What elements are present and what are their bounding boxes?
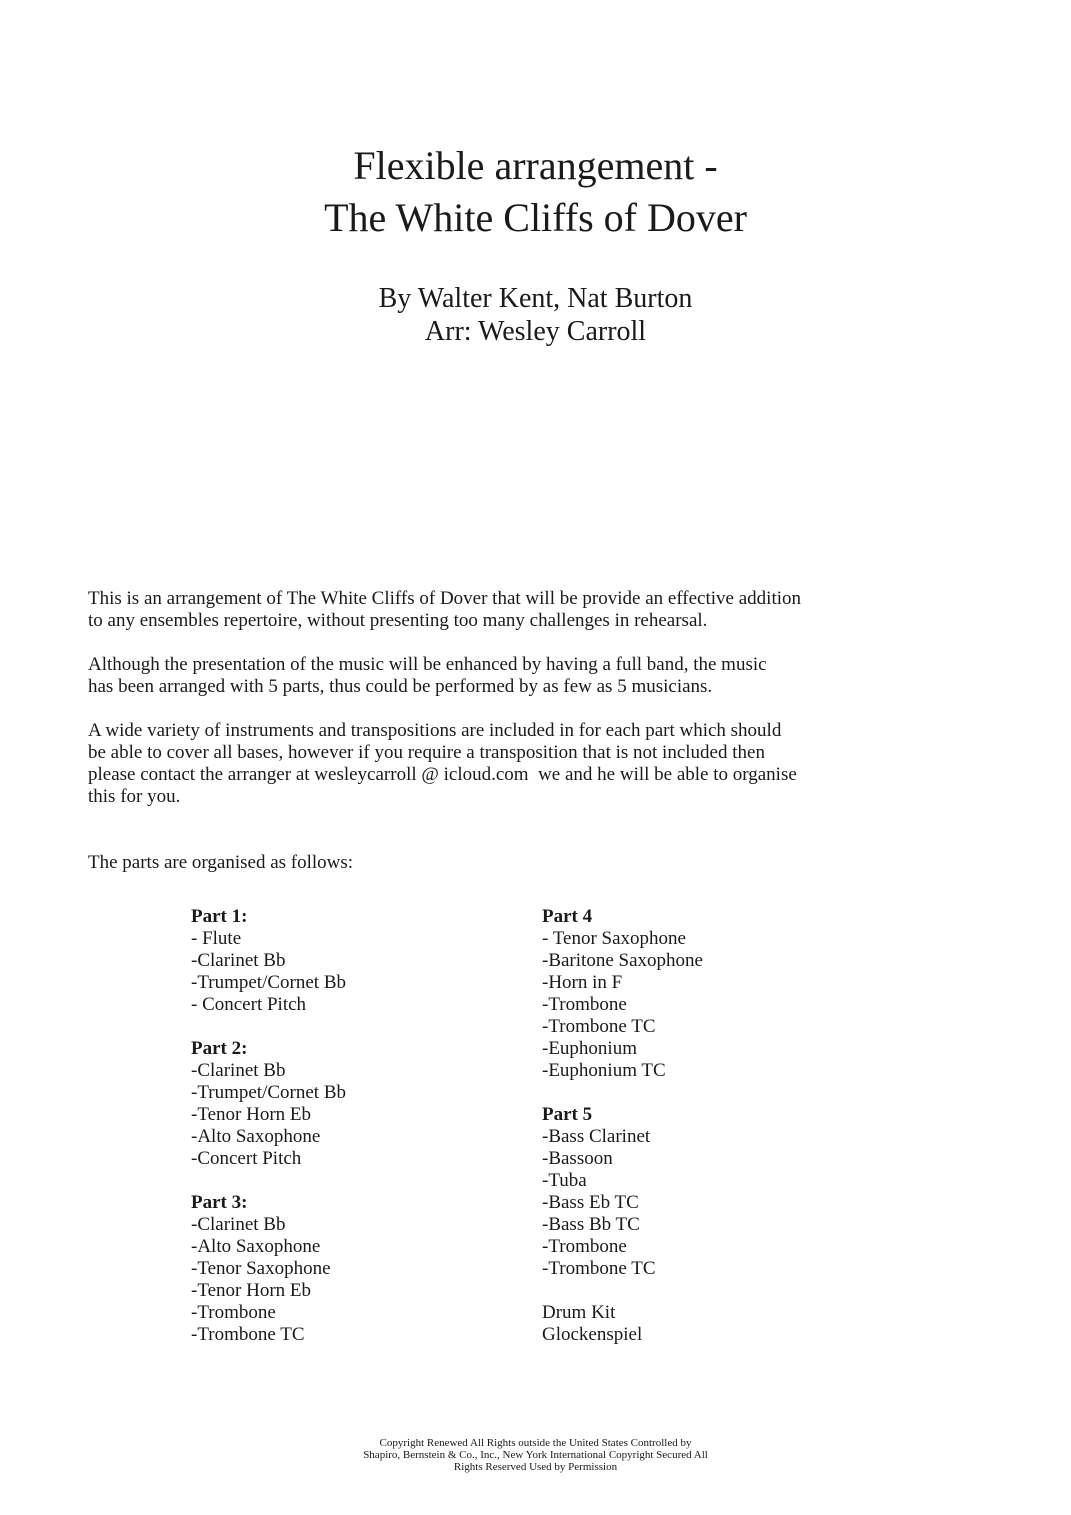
intro-paragraph-3 [88, 720, 928, 808]
extra-instrument: Drum Kit [542, 1302, 616, 1323]
intro-p1-line-2: to any ensembles repertoire, without presenting too many challenges in rehearsal. [88, 610, 708, 631]
part-2-item: -Trumpet/Cornet Bb [191, 1082, 346, 1103]
part-5-heading: Part 5 [542, 1104, 593, 1125]
part-1-heading: Part 1: [191, 906, 248, 927]
part-1-item: -Clarinet Bb [191, 950, 286, 971]
extras-group [542, 1302, 703, 1346]
part-1-group [191, 906, 346, 1016]
part-4-item: - Tenor Saxophone [542, 928, 686, 949]
part-4-item: -Trombone TC [542, 1016, 656, 1037]
credits [0, 282, 1071, 348]
part-2-item: -Tenor Horn Eb [191, 1104, 312, 1125]
part-4-item: -Euphonium [542, 1038, 637, 1059]
part-4-group [542, 906, 703, 1082]
part-3-group [191, 1192, 346, 1346]
composers: By Walter Kent, Nat Burton [378, 283, 693, 314]
title-line-1: Flexible arrangement - [353, 143, 718, 188]
intro-p1-line-1: This is an arrangement of The White Cliffs of Dover that will be provide an effective addition [88, 588, 802, 609]
title-line-2: The White Cliffs of Dover [324, 195, 747, 240]
part-5-item: -Trombone [542, 1236, 627, 1257]
part-5-item: -Bass Bb TC [542, 1214, 640, 1235]
part-4-item: -Baritone Saxophone [542, 950, 703, 971]
intro-p3-line-4: this for you. [88, 786, 181, 807]
parts-lead: The parts are organised as follows: [88, 852, 354, 873]
part-2-item: -Clarinet Bb [191, 1060, 286, 1081]
part-3-item: -Clarinet Bb [191, 1214, 286, 1235]
part-5-item: -Trombone TC [542, 1258, 656, 1279]
intro-p3-line-3: please contact the arranger at wesleycarroll @ icloud.com we and he will be able to organise [88, 764, 797, 785]
part-3-heading: Part 3: [191, 1192, 248, 1213]
part-1-item: - Flute [191, 928, 242, 949]
part-3-item: -Trombone TC [191, 1324, 305, 1345]
part-5-item: -Tuba [542, 1170, 587, 1191]
part-2-item: -Alto Saxophone [191, 1126, 321, 1147]
parts-column-right [542, 906, 703, 1368]
part-3-item: -Alto Saxophone [191, 1236, 321, 1257]
part-1-item: -Trumpet/Cornet Bb [191, 972, 346, 993]
intro-p2-line-2: has been arranged with 5 parts, thus could be performed by as few as 5 musicians. [88, 676, 713, 697]
copyright-notice [0, 1437, 1071, 1473]
part-2-item: -Concert Pitch [191, 1148, 302, 1169]
part-1-item: - Concert Pitch [191, 994, 307, 1015]
parts-column-left [191, 906, 346, 1368]
part-5-item: -Bassoon [542, 1148, 613, 1169]
copyright-line-1: Copyright Renewed All Rights outside the United States Controlled by [379, 1437, 692, 1449]
part-2-heading: Part 2: [191, 1038, 248, 1059]
intro-p3-line-2: be able to cover all bases, however if you require a transposition that is not included then [88, 742, 765, 763]
intro-p3-line-1: A wide variety of instruments and transpositions are included in for each part which should [88, 720, 782, 741]
intro-paragraph-2 [88, 654, 928, 698]
copyright-line-2: Shapiro, Bernstein & Co., Inc., New York International Copyright Secured All [363, 1449, 708, 1461]
part-5-item: -Bass Eb TC [542, 1192, 639, 1213]
part-4-item: -Horn in F [542, 972, 623, 993]
part-5-group [542, 1104, 703, 1280]
part-3-item: -Trombone [191, 1302, 276, 1323]
part-4-item: -Euphonium TC [542, 1060, 666, 1081]
copyright-line-3: Rights Reserved Used by Permission [453, 1461, 618, 1473]
page-title [0, 140, 1071, 244]
part-3-item: -Tenor Saxophone [191, 1258, 331, 1279]
arranger: Arr: Wesley Carroll [424, 316, 647, 347]
part-2-group [191, 1038, 346, 1170]
intro-paragraph-1 [88, 588, 928, 632]
intro-text [88, 588, 928, 896]
intro-p2-line-1: Although the presentation of the music will be enhanced by having a full band, the music [88, 654, 767, 675]
part-4-heading: Part 4 [542, 906, 593, 927]
part-5-item: -Bass Clarinet [542, 1126, 651, 1147]
part-4-item: -Trombone [542, 994, 627, 1015]
extra-instrument: Glockenspiel [542, 1324, 643, 1345]
part-3-item: -Tenor Horn Eb [191, 1280, 312, 1301]
